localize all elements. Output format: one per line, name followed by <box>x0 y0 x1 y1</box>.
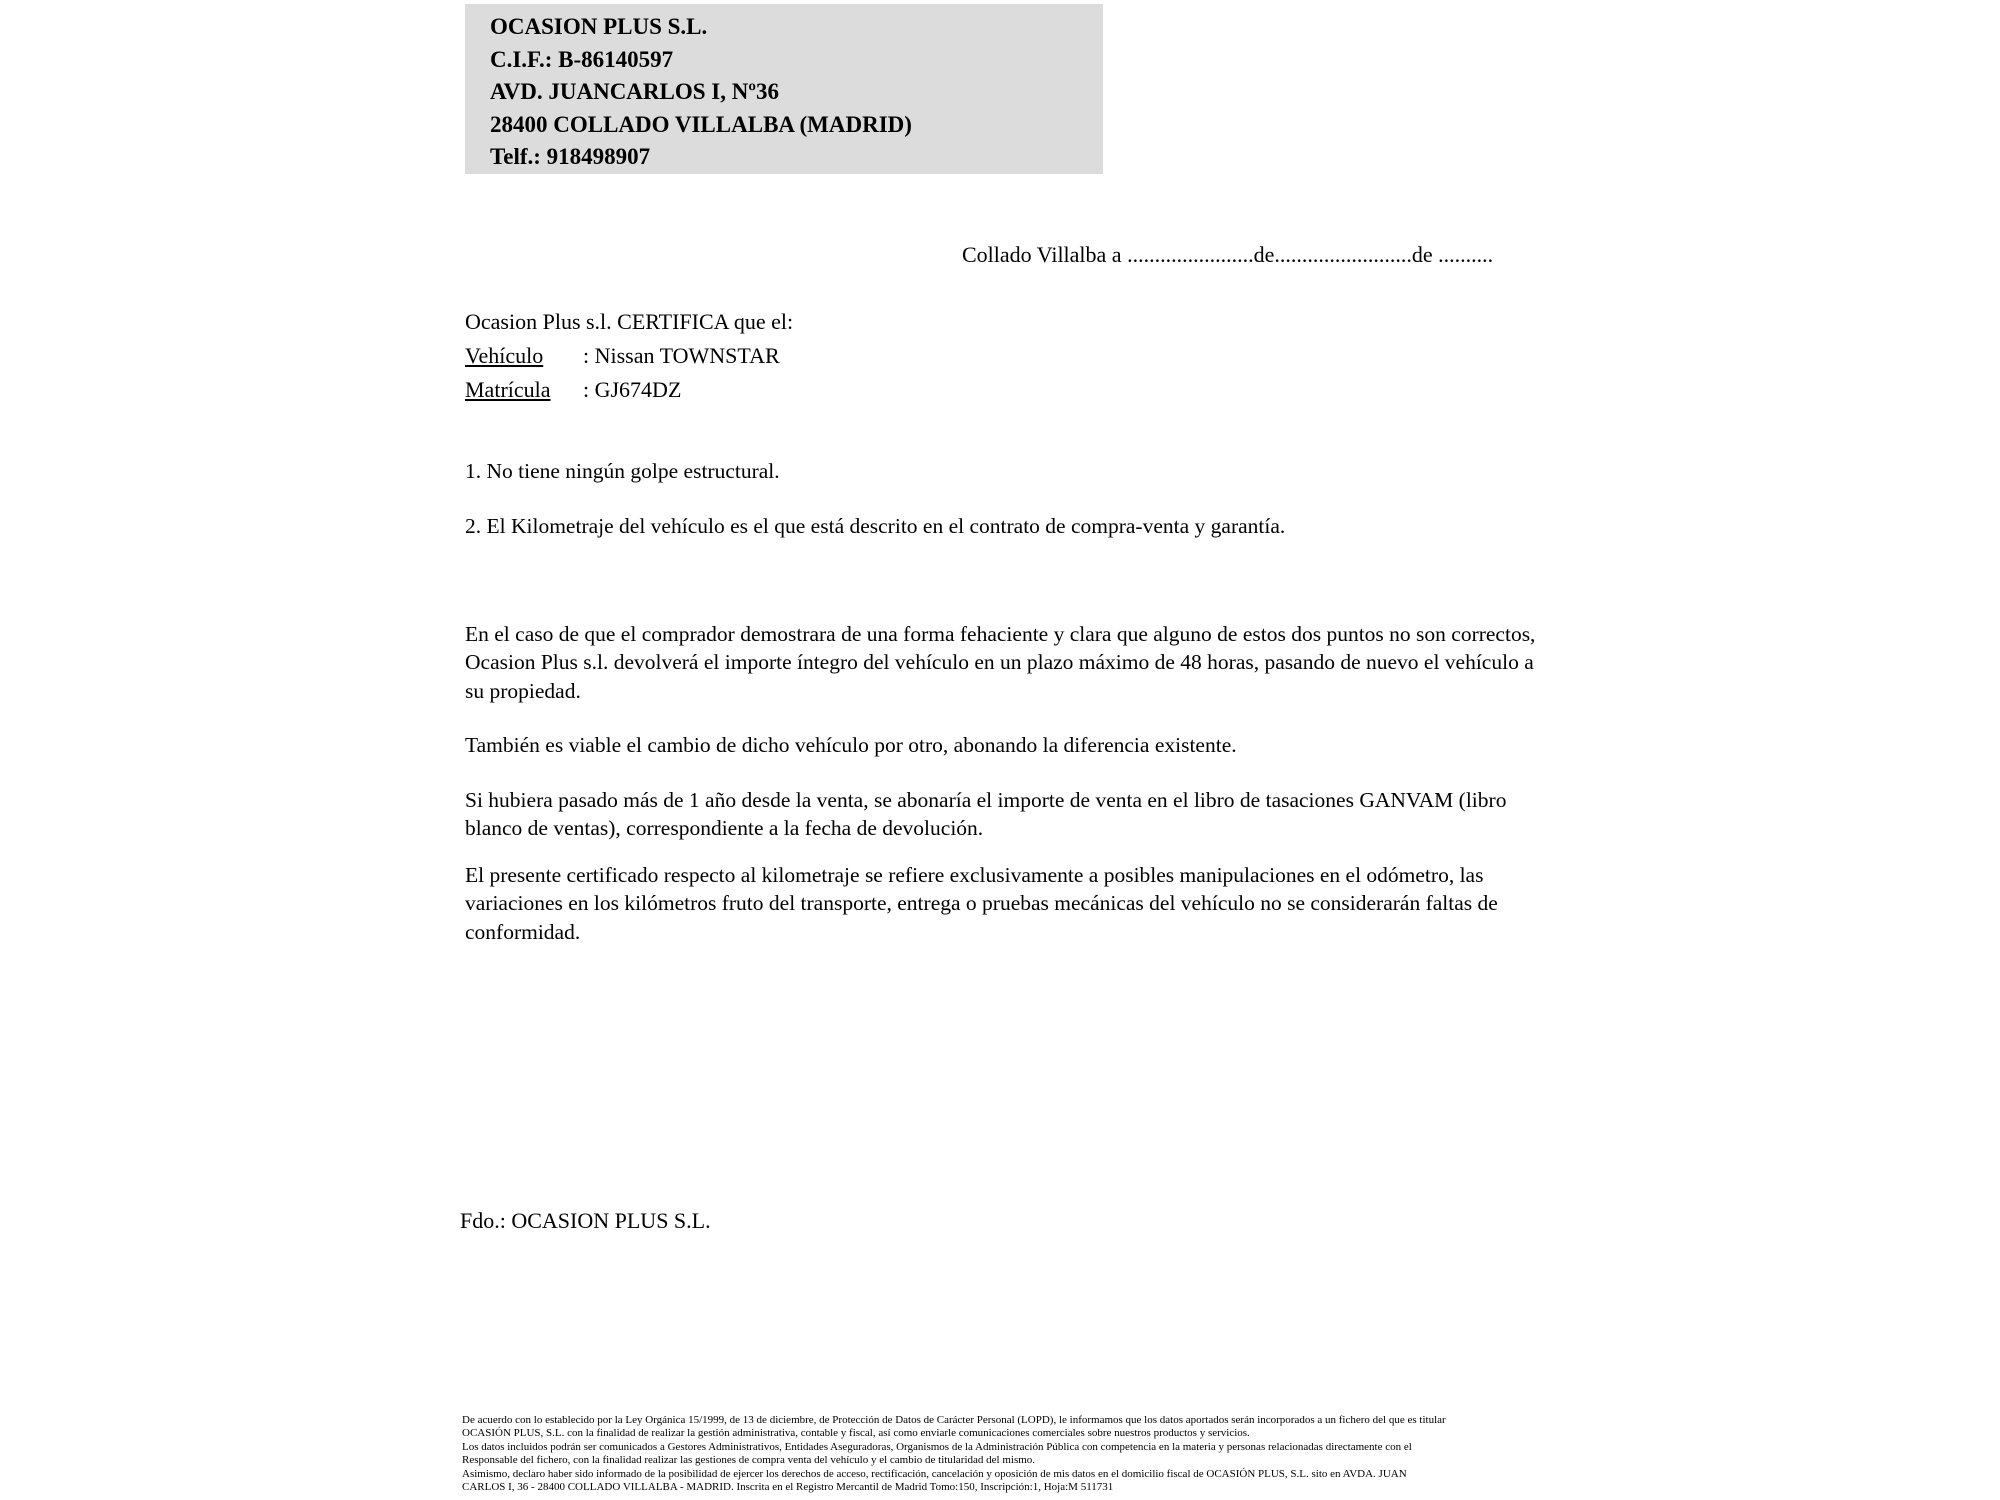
company-address: AVD. JUANCARLOS I, Nº36 <box>490 79 779 105</box>
company-header-block <box>465 4 1103 174</box>
certified-point-1: 1. No tiene ningún golpe estructural. <box>465 459 780 483</box>
date-fill-in-line: Collado Villalba a .......................de.........................de .......... <box>962 242 1494 267</box>
certified-point-2: 2. El Kilometraje del vehículo es el que está descrito en el contrato de compra-venta y garantía. <box>465 514 1286 538</box>
vehicle-value: : Nissan TOWNSTAR <box>583 343 780 368</box>
company-cif: C.I.F.: B-86140597 <box>490 46 674 72</box>
legal-line: Responsable del fichero, con la finalidad realizar las gestiones de compra venta del vehículo y el cambio de titularidad del mismo. <box>462 1454 1036 1467</box>
legal-line: Asimismo, declaro haber sido informado de la posibilidad de ejercer los derechos de acceso, rectificación, cancelación y oposición de mis datos en el domicilio fiscal de OCASIÓN PLUS, S.L. sito en AVDA. JUAN <box>462 1467 1407 1480</box>
certification-block <box>465 305 793 407</box>
exchange-clause-paragraph: También es viable el cambio de dicho vehículo por otro, abonando la diferencia existente. <box>465 733 1237 757</box>
plate-row <box>465 373 793 407</box>
plate-value: : GJ674DZ <box>583 377 682 402</box>
legal-line: De acuerdo con lo establecido por la Ley Orgánica 15/1999, de 13 de diciembre, de Protección de Datos de Carácter Personal (LOPD), le informamos que los datos aportados serán incorporados a un fichero del que es titular <box>462 1414 1446 1426</box>
legal-line: OCASIÓN PLUS, S.L. con la finalidad de realizar la gestión administrativa, contable y fiscal, así como enviarle comunicaciones comerciales sobre nuestros productos y servicios. <box>462 1427 1250 1440</box>
legal-line: Los datos incluidos podrán ser comunicados a Gestores Administrativos, Entidades Aseguradoras, Organismos de la Administración Pública con competencia en la materia y personas relacionadas directamente con el <box>462 1440 1412 1453</box>
plate-label: Matrícula <box>465 377 551 402</box>
signature-line: Fdo.: OCASION PLUS S.L. <box>460 1208 711 1233</box>
valuation-clause-paragraph: Si hubiera pasado más de 1 año desde la venta, se abonaría el importe de venta en el libro de tasaciones GANVAM (libro blanco de ventas), correspondiente a la fecha de devolución. <box>465 788 1507 841</box>
vehicle-label: Vehículo <box>465 343 544 368</box>
company-city: 28400 COLLADO VILLALBA (MADRID) <box>490 111 912 137</box>
company-name: OCASION PLUS S.L. <box>490 14 708 39</box>
vehicle-row <box>465 339 793 373</box>
company-phone: Telf.: 918498907 <box>490 144 651 170</box>
odometer-clause-paragraph: El presente certificado respecto al kilometraje se refiere exclusivamente a posibles manipulaciones en el odómetro, las variaciones en los kilómetros fruto del transporte, entrega o pruebas mecánicas del vehículo no se considerarán faltas de conformidad. <box>465 863 1498 944</box>
legal-fine-print <box>462 1414 1572 1494</box>
refund-clause-paragraph: En el caso de que el comprador demostrara de una forma fehaciente y clara que alguno de estos dos puntos no son correctos, Ocasion Plus s.l. devolverá el importe íntegro del vehículo en un plazo máximo de 48 horas, pasando de nuevo el vehículo a su propiedad. <box>465 622 1536 703</box>
certification-intro: Ocasion Plus s.l. CERTIFICA que el: <box>465 309 794 334</box>
legal-line: CARLOS I, 36 - 28400 COLLADO VILLALBA - MADRID. Inscrita en el Registro Mercantil de Madrid Tomo:150, Inscripción:1, Hoja:M 511731 <box>462 1481 1114 1494</box>
